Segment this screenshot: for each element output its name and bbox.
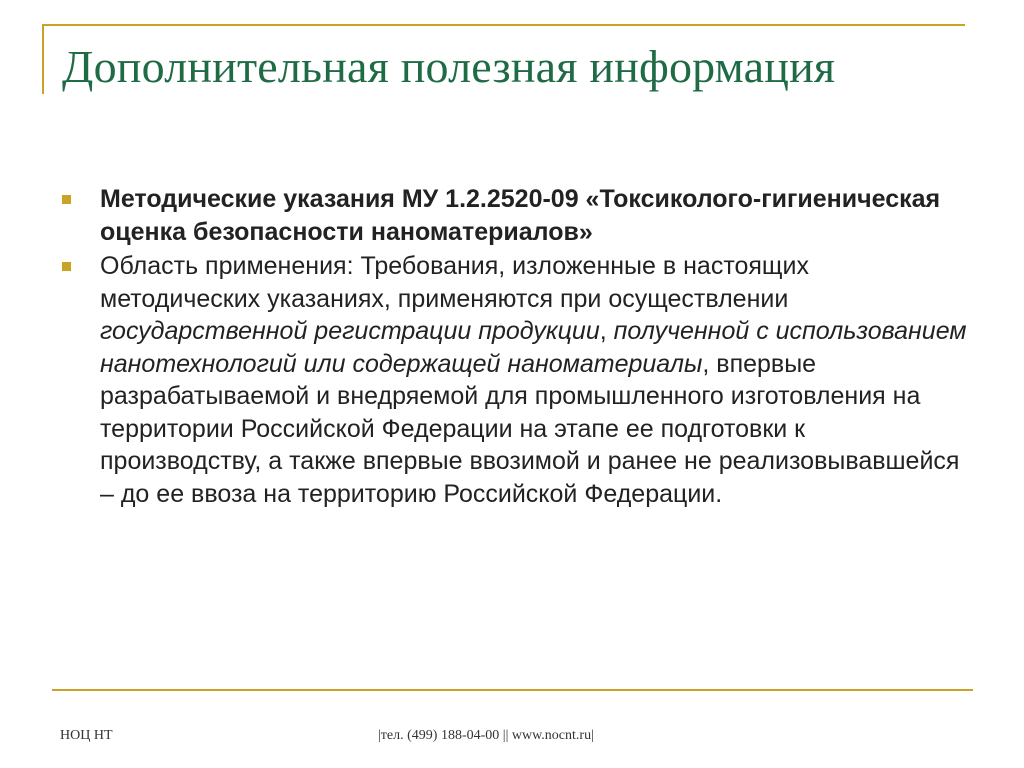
scope-text-part-3: , впервые разрабатываемой и внедряемой для промышленного изготовления на территории Российской Федерации на этапе ее подготовки к производству, а также впервые ввозимой и ранее не реализовывавшейся – до ее ввоза на территорию Российской Федерации. (100, 349, 960, 508)
scope-italic-part-1: государственной регистрации продукции (100, 317, 600, 345)
guidelines-title: Методические указания МУ 1.2.2520-09 «Токсиколого-гигиеническая оценка безопасности наноматериалов» (100, 185, 941, 246)
frame-left-line (42, 24, 44, 94)
bullet-item-guidelines (60, 183, 970, 248)
square-bullet-icon (62, 195, 71, 204)
slide-content (60, 183, 970, 512)
scope-text-part-1: Область применения: Требования, изложенные в настоящих методических указаниях, применяются при осуществлении (100, 252, 809, 313)
footer-contacts: |тел. (499) 188-04-00 || www.nocnt.ru| (378, 728, 594, 743)
scope-text-part-2: , (599, 317, 614, 345)
frame-top-line (42, 24, 965, 26)
footer-organization: НОЦ НТ (60, 728, 113, 743)
slide-title: Дополнительная полезная информация (62, 41, 836, 92)
square-bullet-icon (62, 262, 71, 271)
scope-italic-part-2: полученной с использованием нанотехнологий или содержащей наноматериалы (100, 317, 967, 378)
footer-divider (52, 689, 973, 691)
bullet-item-scope (60, 250, 970, 510)
